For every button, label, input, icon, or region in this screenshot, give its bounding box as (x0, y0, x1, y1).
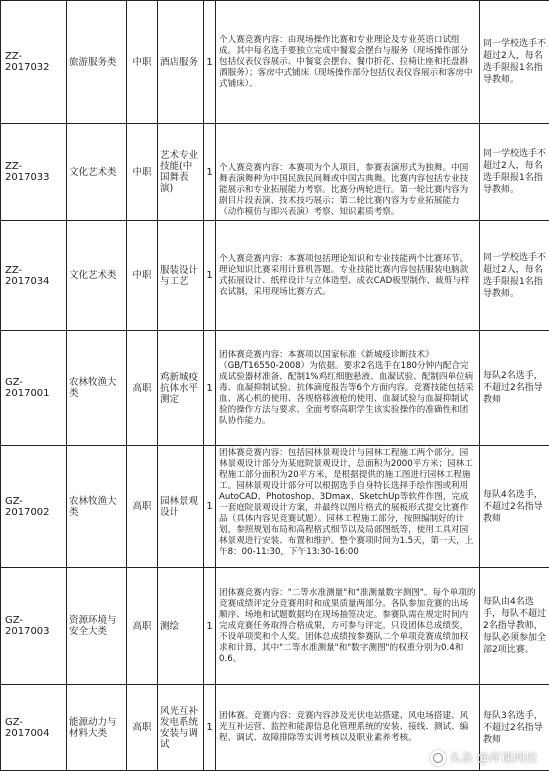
row-code: GZ-2017002 (1, 446, 67, 568)
table-row (1, 568, 549, 685)
row-code: ZZ-2017033 (1, 124, 67, 221)
row-category: 旅游服务类 (67, 1, 127, 124)
row-content: 团体赛。竞赛内容：竞赛内容涉及光伏电站搭建、风电场搭建、风光互补运营、监控和能源信息化管理系统的安装、接线、测试、编程、调试、故障排除等实训考核以及职业素养考核。 (216, 685, 480, 771)
row-content: 团体赛竞赛内容："二等水准测量"和"准测量数字测图"。每个单项的竞赛成绩评定分竞赛用时和成果质量两部分。各队参加竞赛的出场顺序、场地和试题数据均在现场抽签决定。参赛队需在规定时间内完成竞赛任务取得合格成果，方可参与评定。只设团体总成绩奖，不设单项奖和个人奖。团体总成绩按参赛队二个单项竞赛成绩加权求和计算，其中"二等水准测量"和"数字测图"的权重分别为0.4和0.6。 (216, 568, 480, 685)
watermark (430, 749, 537, 766)
row-name: 园林景观设计 (158, 446, 204, 568)
row-content: 个人赛竞赛内容：由现场操作比赛和专业理论及专业英语口试组成。其中每名选手要独立完成中餐宴会摆台与服务（现场操作部分包括仪表仪容展示、中餐宴会摆台、餐巾折花、拉椅让座和托盘斟酒服务）；客房中式铺床（现场操作部分包括仪表仪容展示和客房中式铺床）。 (216, 1, 480, 124)
row-name: 艺术专业技能(中国舞表演) (158, 124, 204, 221)
row-content: 团体赛竞赛内容：包括园林景观设计与园林工程施工两个部分。园林景观设计部分为某庭院景观设计，总面积为2000平方米；园林工程施工部分面积为20平方米，是根据提供的施工图进行园林工程施工。园林景观设计部分可以根据选手自身特长选择手绘作图或利用AutoCAD、Photoshop、3Dmax、SketchUp等软件作图，完成一套庭院景观设计方案，并最终以图片格式的展板形式提交比赛作品（具体内容见竞赛试题）。园林工程施工部分，按照编制好的计划，参照规划布局和高程格式细节以及局部图纸等，使用工具对园林景观进行安装、布置和维护。整个赛项时间为1.5天，第一天，上午8：00-11:30，下午13:30-16:00 (216, 446, 480, 568)
row-code: GZ-2017004 (1, 685, 67, 771)
row-requirement: 每队2名选手，不超过2名指导教师 (480, 331, 549, 446)
row-name: 鸡新城疫抗体水平测定 (158, 331, 204, 446)
row-level: 中职 (127, 124, 158, 221)
watermark-text: 头条 @库课网校 (449, 749, 537, 766)
row-category: 能源动力与材料大类 (67, 685, 127, 771)
row-requirement: 每队3名选手，不超过2名指导教师 (480, 685, 549, 771)
row-name: 测绘 (158, 568, 204, 685)
row-teams: 1 (204, 568, 216, 685)
row-code: GZ-2017001 (1, 331, 67, 446)
row-code: GZ-2017003 (1, 568, 67, 685)
row-teams: 1 (204, 124, 216, 221)
table-row (1, 331, 549, 446)
row-level: 高职 (127, 568, 158, 685)
row-requirement: 每队由4名选手，每队不超过2名指导教师，每队必须参加全部2项比赛。 (480, 568, 549, 685)
row-teams: 1 (204, 685, 216, 771)
row-requirement: 同一学校选手不超过2人，每名选手限报1名指导教师。 (480, 221, 549, 331)
row-code: ZZ-2017034 (1, 221, 67, 331)
row-category: 农林牧渔大类 (67, 331, 127, 446)
row-requirement: 每队4名选手，不超过2名指导教师 (480, 446, 549, 568)
row-level: 高职 (127, 331, 158, 446)
row-category: 文化艺术类 (67, 124, 127, 221)
row-name: 风光互补发电系统安装与调试 (158, 685, 204, 771)
row-category: 文化艺术类 (67, 221, 127, 331)
row-code: ZZ-2017032 (1, 1, 67, 124)
table-row (1, 124, 549, 221)
row-teams: 1 (204, 331, 216, 446)
row-name: 服装设计与工艺 (158, 221, 204, 331)
row-content: 个人赛竞赛内容：本赛项为个人项目，参赛表演形式为独舞。中国舞表演舞种为中国民族民间舞或中国古典舞。比赛内容包括专业技能展示和专业拓展能力考察。比赛分两轮进行。第一轮比赛内容为剧目片段表演、技术技巧展示；第二轮比赛内容为专业拓展能力（动作模仿与即兴表演）考察、知识素质考察。 (216, 124, 480, 221)
row-requirement: 同一学校选手不超过2人，每名选手限报1名指导教师。 (480, 1, 549, 124)
row-category: 资源环境与安全大类 (67, 568, 127, 685)
row-category: 农林牧渔大类 (67, 446, 127, 568)
row-level: 中职 (127, 221, 158, 331)
row-level: 高职 (127, 446, 158, 568)
row-level: 中职 (127, 1, 158, 124)
row-teams: 1 (204, 1, 216, 124)
row-requirement: 同一学校选手不超过2人，每名选手限报1名指导教师。 (480, 124, 549, 221)
table-row (1, 446, 549, 568)
row-teams: 1 (204, 221, 216, 331)
row-teams: 1 (204, 446, 216, 568)
row-level: 高职 (127, 685, 158, 771)
table-row (1, 1, 549, 124)
table-row (1, 221, 549, 331)
row-content: 团体赛竞赛内容：本赛项以国家标准《新城疫诊断技术》（GB/T16550-2008）为依据。要求2名选手在180分钟内配合完成试验器材准备、配制1%鸡红细胞悬液、血凝试验、配制四单位病毒、血凝抑制试验、抗体滴度报告等6个方面内容。竞赛技能包括采血、离心机的使用、各规格移液枪的使用、血凝试验与血凝抑制试验的操作方法与要求、全面考察高职学生该实验操作的准确性和团队协作能力。 (216, 331, 480, 446)
toutiao-logo-icon (430, 750, 446, 766)
row-content: 个人赛竞赛内容：本赛项包括理论知识和专业技能两个比赛环节。理论知识比赛采用计算机答题。专业技能比赛内容包括服装电脑款式拓展设计、纸样设计与立体造型、成衣CAD板型制作、裁剪与样衣试制，采用现场比赛方式。 (216, 221, 480, 331)
row-name: 酒店服务 (158, 1, 204, 124)
